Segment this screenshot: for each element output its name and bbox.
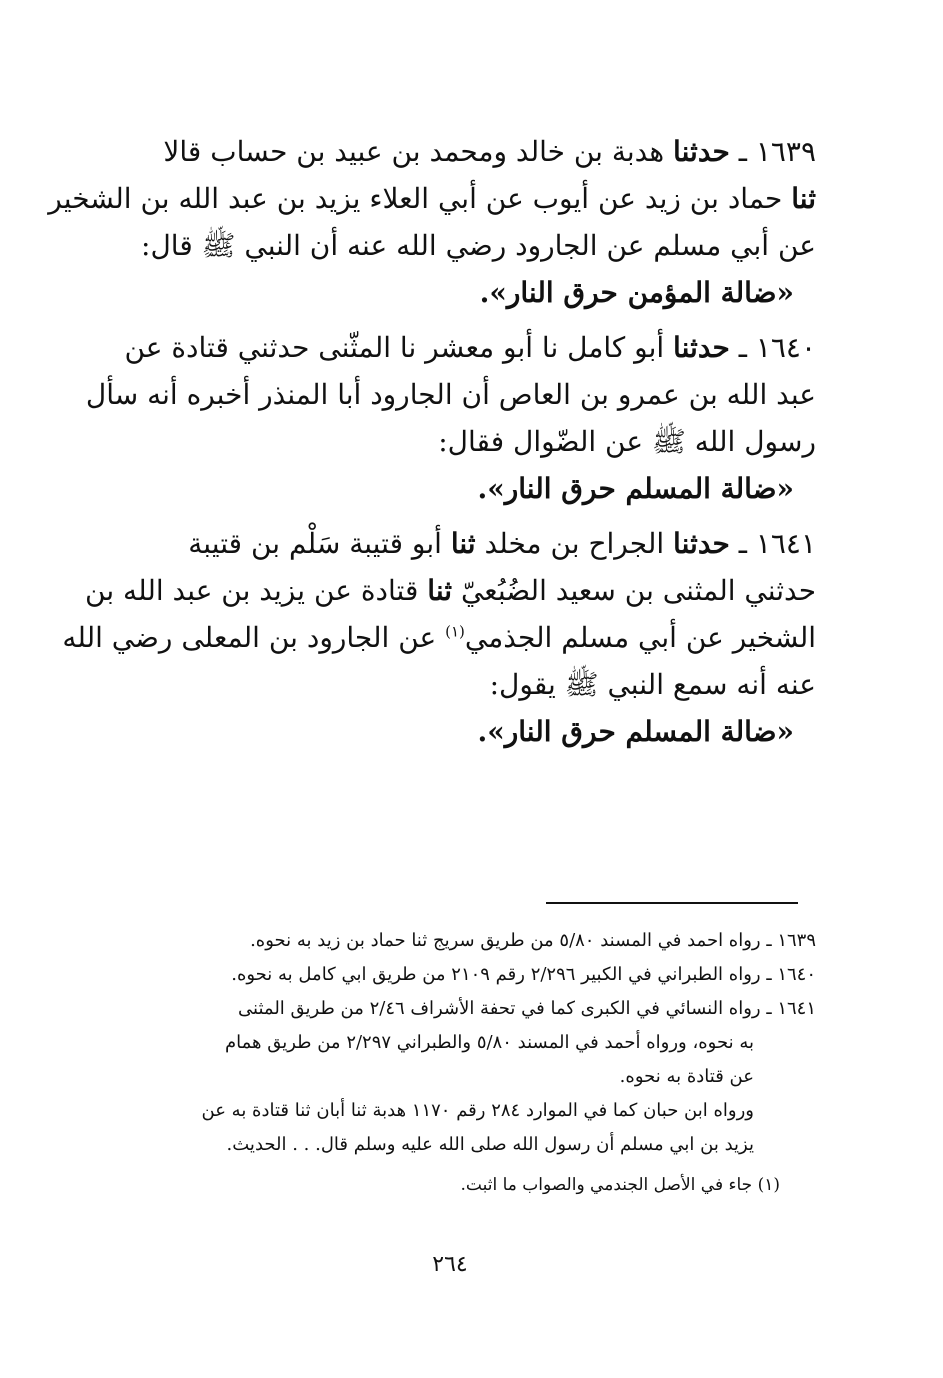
footnote-1641-cont: عن قتادة به نحوه. — [619, 1066, 754, 1087]
footnotes — [128, 924, 816, 1202]
narration-lead: حدثنا — [673, 527, 730, 560]
footnote-1641-cont: به نحوه، ورواه أحمد في المسند ٥/٨٠ والطبراني ٢/٢٩٧ من طريق همام — [224, 1032, 754, 1053]
hadith-matn: «ضالة المؤمن حرق النار». — [479, 276, 794, 309]
hadith-line: عبد الله بن عمرو بن العاص أن الجارود أبا المنذر أخبره أنه سأل — [85, 378, 816, 411]
footnote-1641-cont: ورواه ابن حبان كما في الموارد ٢٨٤ رقم ١١٧٠ هدبة ثنا أبان ثنا قتادة به عن — [201, 1100, 754, 1121]
hadith-text: أبو كامل نا أبو معشر نا المثّنى حدثني قتادة عن — [124, 331, 665, 364]
footnote-1641-cont: يزيد بن ابي مسلم أن رسول الله صلى الله عليه وسلم قال. . . الحديث. — [226, 1134, 754, 1155]
footnote-1640: ١٦٤٠ ـ رواه الطبراني في الكبير ٢/٢٩٦ رقم ٢١٠٩ من طريق ابي كامل به نحوه. — [231, 964, 816, 985]
hadith-text: الجراح بن مخلد — [484, 527, 665, 560]
hadith-text: الشخير عن أبي مسلم الجذمي — [464, 621, 816, 654]
narration-term: ثنا — [427, 574, 453, 607]
narration-term: ثنا — [791, 182, 816, 215]
main-text — [48, 128, 816, 763]
hadith-matn: «ضالة المسلم حرق النار». — [477, 715, 794, 748]
hadith-text: حماد بن زيد عن أيوب عن أبي العلاء يزيد بن عبد الله بن الشخير — [48, 182, 783, 215]
footnote-1641: ١٦٤١ ـ رواه النسائي في الكبرى كما في تحفة الأشراف ٢/٤٦ من طريق المثنى — [238, 998, 816, 1019]
hadith-line — [124, 324, 816, 371]
hadith-number: ١٦٤٠ ـ — [738, 331, 816, 364]
hadith-line — [85, 567, 816, 614]
footnote-1639: ١٦٣٩ ـ رواه احمد في المسند ٥/٨٠ من طريق سريج ثنا حماد بن زيد به نحوه. — [250, 930, 816, 951]
hadith-1641 — [62, 520, 816, 755]
hadith-text: هدبة بن خالد ومحمد بن عبيد بن حساب قالا — [163, 135, 665, 168]
hadith-text: حدثني المثنى بن سعيد الضُبُعيّ — [460, 574, 816, 607]
footnote-1: (١) جاء في الأصل الجندمي والصواب ما اثبت. — [460, 1175, 780, 1195]
narration-lead: حدثنا — [673, 135, 730, 168]
hadith-text: عن الجارود بن المعلى رضي الله — [62, 621, 437, 654]
narration-term: ثنا — [450, 527, 476, 560]
hadith-number: ١٦٣٩ ـ — [738, 135, 816, 168]
hadith-text: قتادة عن يزيد بن عبد الله بن — [85, 574, 419, 607]
hadith-line — [48, 175, 816, 222]
page-number: ٢٦٤ — [432, 1252, 468, 1277]
hadith-1639 — [48, 128, 816, 316]
hadith-line — [128, 520, 816, 567]
hadith-text: أبو قتيبة سَلْم بن قتيبة — [188, 527, 442, 560]
footnote-ref[interactable]: (١) — [445, 622, 465, 641]
hadith-matn: «ضالة المسلم حرق النار». — [477, 472, 794, 505]
hadith-line: عنه أنه سمع النبي ﷺ يقول: — [489, 668, 816, 701]
hadith-line: عن أبي مسلم عن الجارود رضي الله عنه أن النبي ﷺ قال: — [141, 229, 816, 262]
footnote-divider — [546, 902, 798, 904]
hadith-line: رسول الله ﷺ عن الضّوال فقال: — [438, 425, 816, 458]
hadith-line — [128, 128, 816, 175]
narration-lead: حدثنا — [673, 331, 730, 364]
hadith-number: ١٦٤١ ـ — [738, 527, 816, 560]
hadith-1640 — [85, 324, 816, 512]
hadith-line — [62, 614, 816, 661]
